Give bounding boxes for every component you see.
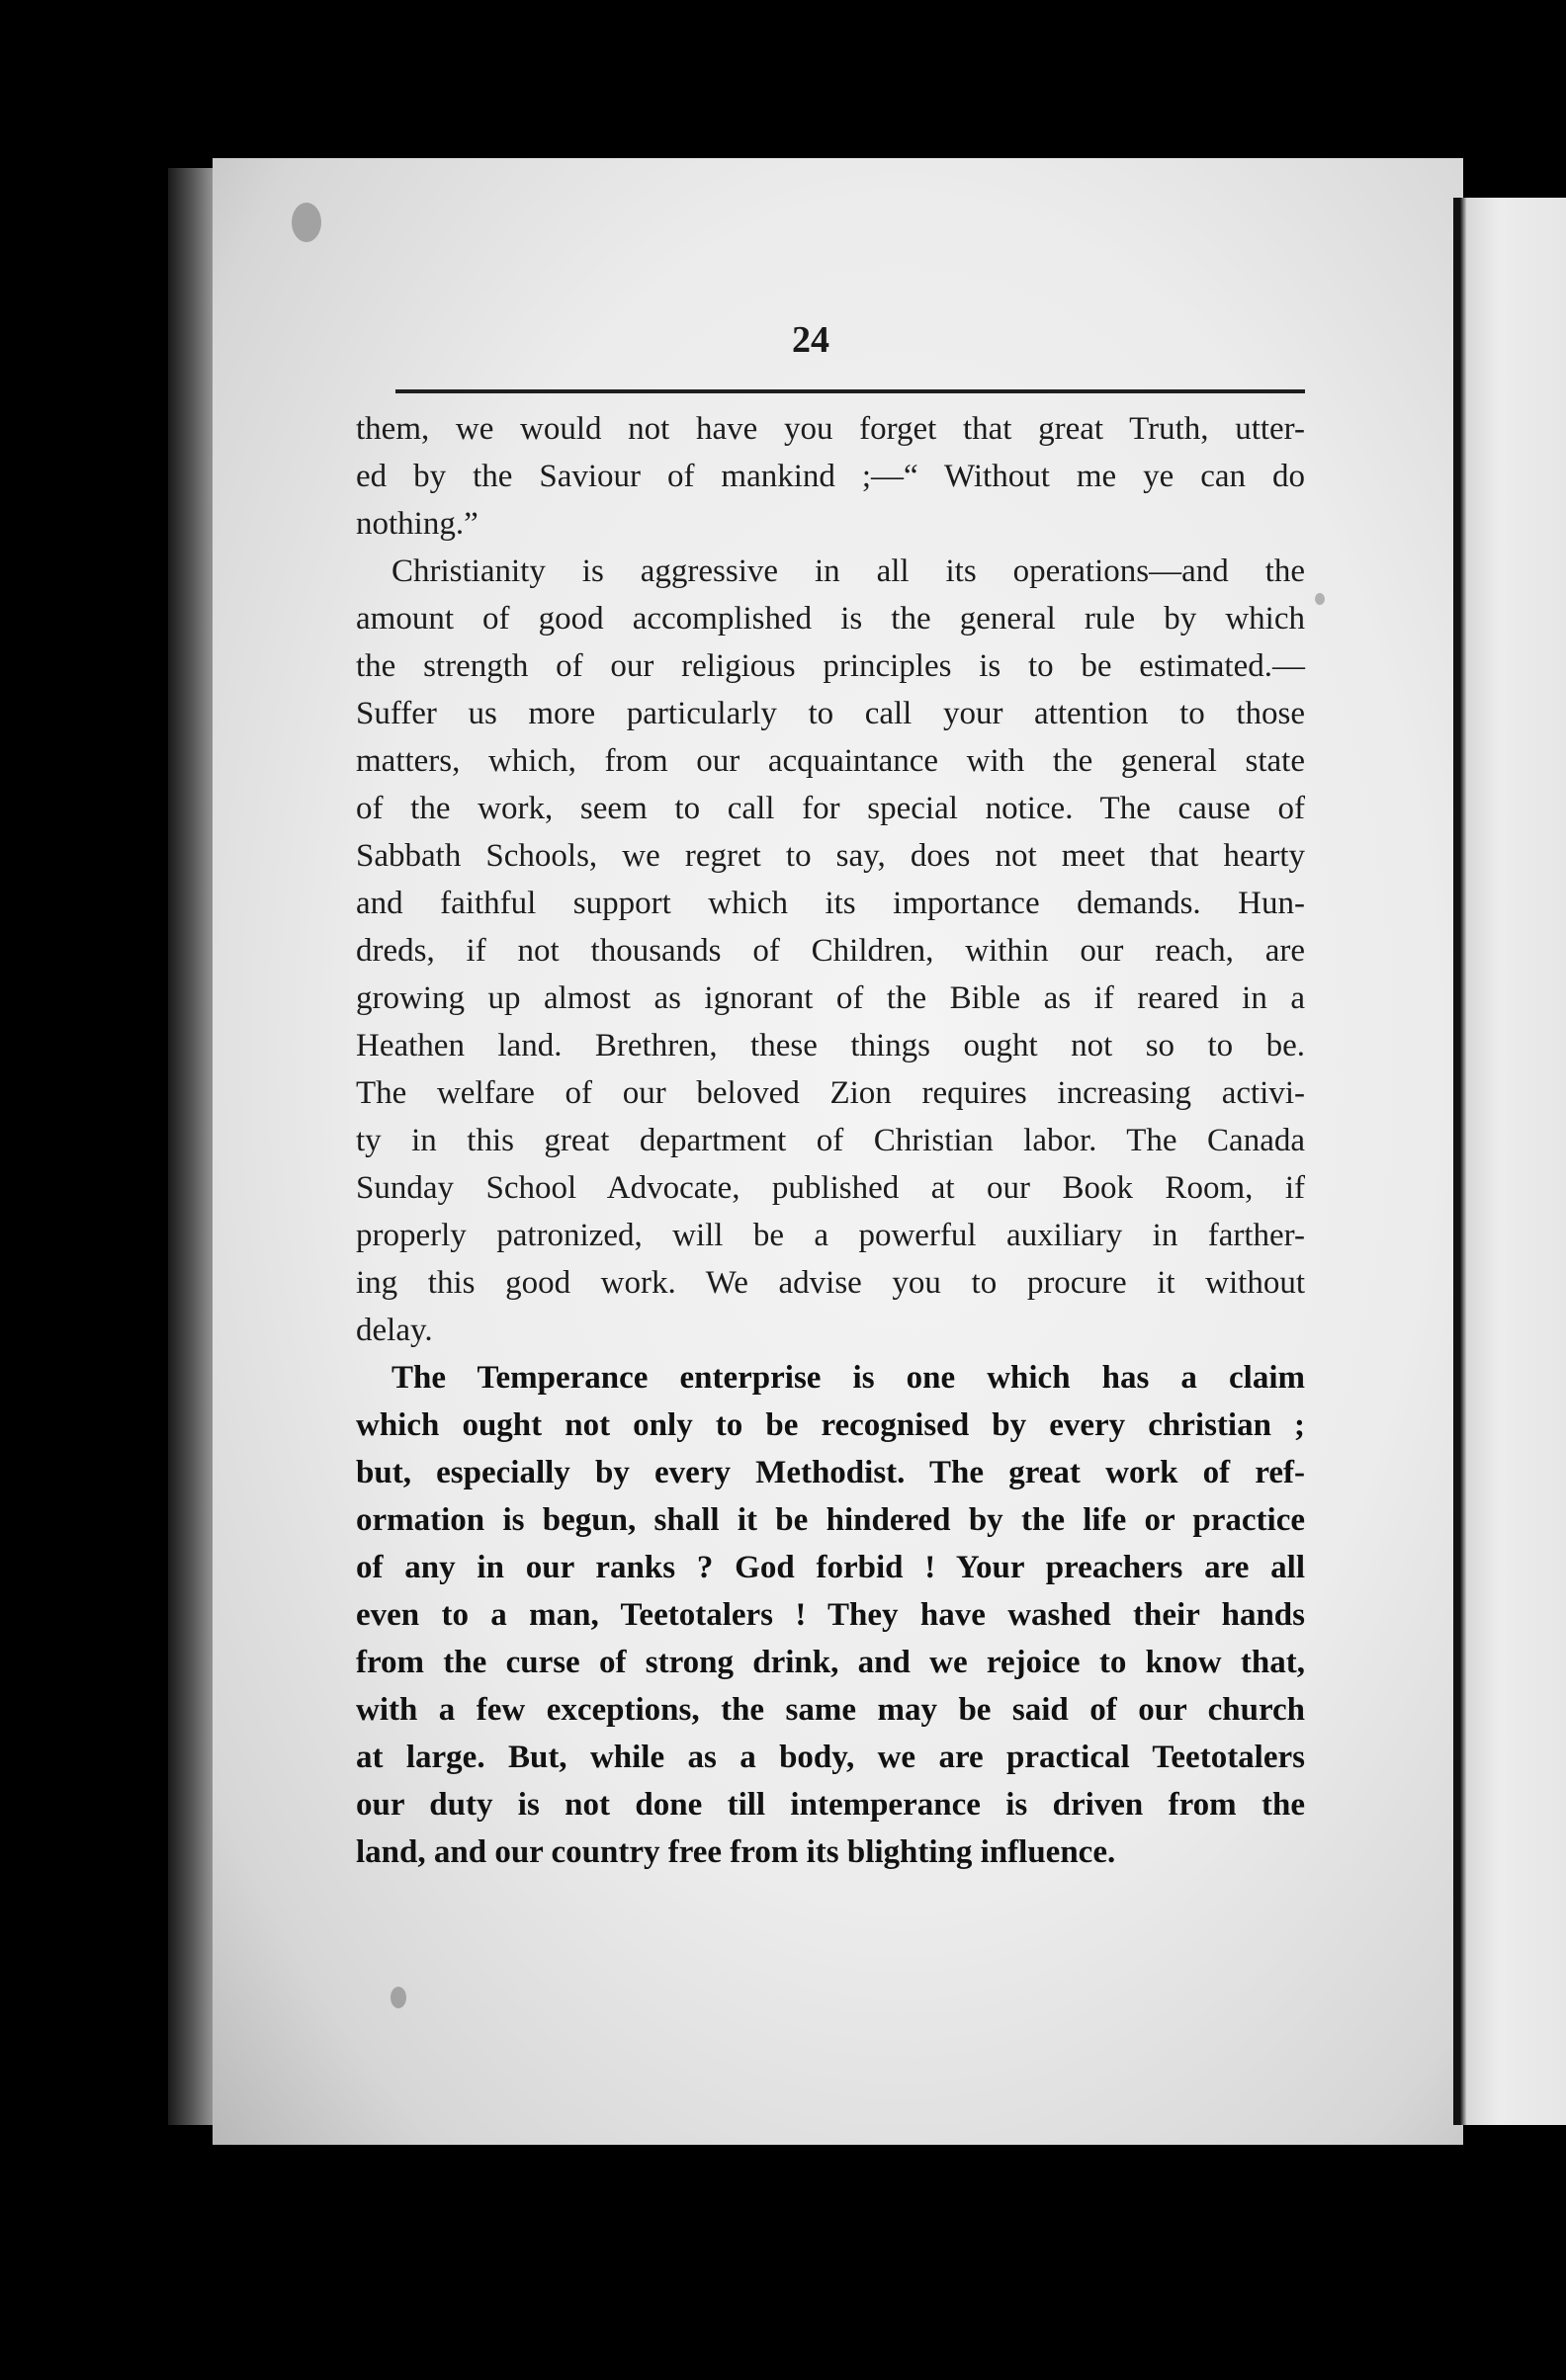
text-line: properly patronized, will be a powerful auxiliary in farther-: [356, 1218, 1305, 1253]
text-line: dreds, if not thousands of Children, within our reach, are: [356, 933, 1305, 969]
ink-spot: [391, 1987, 406, 2008]
paragraph-3: [356, 1354, 1305, 1876]
ink-spot: [1315, 593, 1325, 605]
text-line: amount of good accomplished is the general rule by which: [356, 601, 1305, 637]
text-line: ing this good work. We advise you to procure it without: [356, 1265, 1305, 1301]
text-line: The welfare of our beloved Zion requires increasing activi-: [356, 1075, 1305, 1111]
text-line: The Temperance enterprise is one which has a claim: [392, 1360, 1305, 1396]
text-line: at large. But, while as a body, we are practical Teetotalers: [356, 1740, 1305, 1775]
text-line: ormation is begun, shall it be hindered by the life or practice: [356, 1502, 1305, 1538]
paragraph-2: [356, 548, 1305, 1354]
text-line: delay.: [356, 1313, 433, 1348]
text-line: but, especially by every Methodist. The great work of ref-: [356, 1455, 1305, 1490]
text-line: Sabbath Schools, we regret to say, does not meet that hearty: [356, 838, 1305, 874]
text-line: even to a man, Teetotalers ! They have washed their hands: [356, 1597, 1305, 1633]
text-line: growing up almost as ignorant of the Bible as if reared in a: [356, 980, 1305, 1016]
header-rule: [395, 389, 1305, 393]
text-line: them, we would not have you forget that great Truth, utter-: [356, 411, 1305, 447]
facing-page-edge: [1453, 198, 1566, 2125]
text-line: matters, which, from our acquaintance with the general state: [356, 743, 1305, 779]
paragraph-1: [356, 405, 1305, 548]
text-line: ty in this great department of Christian labor. The Canada: [356, 1123, 1305, 1158]
text-line: from the curse of strong drink, and we rejoice to know that,: [356, 1645, 1305, 1680]
text-line: Suffer us more particularly to call your attention to those: [356, 696, 1305, 731]
page-number: 24: [792, 319, 829, 361]
text-line: Sunday School Advocate, published at our Book Room, if: [356, 1170, 1305, 1206]
text-line: ed by the Saviour of mankind ;—“ Without me ye can do: [356, 459, 1305, 494]
text-line: and faithful support which its importance demands. Hun-: [356, 886, 1305, 921]
text-line: with a few exceptions, the same may be said of our church: [356, 1692, 1305, 1728]
text-line: which ought not only to be recognised by every christian ;: [356, 1407, 1305, 1443]
text-line: our duty is not done till intemperance is driven from the: [356, 1787, 1305, 1823]
text-line: of the work, seem to call for special notice. The cause of: [356, 791, 1305, 826]
text-line: the strength of our religious principles is to be estimated.—: [356, 648, 1305, 684]
text-line: nothing.”: [356, 506, 478, 542]
text-line: Christianity is aggressive in all its operations—and the: [392, 553, 1305, 589]
text-line: Heathen land. Brethren, these things ought not so to be.: [356, 1028, 1305, 1063]
body-text: [356, 405, 1305, 1876]
text-line: of any in our ranks ? God forbid ! Your preachers are all: [356, 1550, 1305, 1585]
ink-spot: [292, 203, 321, 242]
text-line: land, and our country free from its blighting influence.: [356, 1834, 1116, 1870]
